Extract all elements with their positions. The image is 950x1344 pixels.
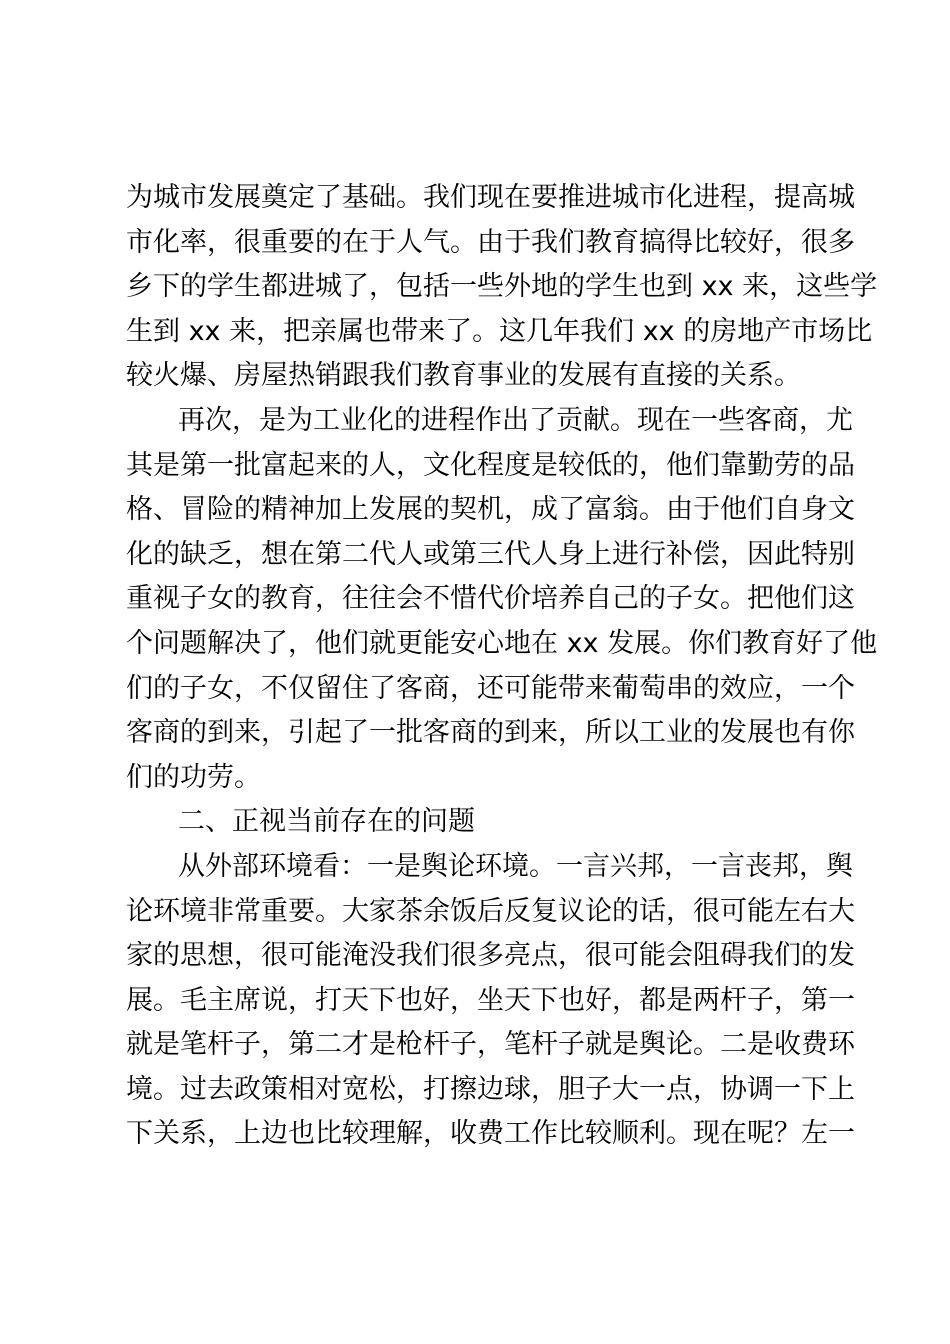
text-line: 们的子女，不仅留住了客商，还可能带来葡萄串的效应，一个 [126,672,855,704]
section-heading [126,800,832,845]
text-line: 下关系，上边也比较理解，收费工作比较顺利。现在呢？左一 [126,1118,855,1150]
paragraph-city-development [126,176,878,399]
text-line: 家的思想，很可能淹没我们很多亮点，很可能会阻碍我们的发 [126,940,855,972]
text-line: 展。毛主席说，打天下也好，坐天下也好，都是两杆子，第一 [126,984,855,1016]
section-heading-text: 二、正视当前存在的问题 [178,806,475,838]
text-line: 生到 xx 来，把亲属也带来了。这几年我们 xx 的房地产市场比 [126,315,873,347]
text-line: 从外部环境看：一是舆论环境。一言兴邦，一言丧邦，舆 [178,850,853,882]
text-line: 较火爆、房屋热销跟我们教育事业的发展有直接的关系。 [126,360,801,392]
text-line: 其是第一批富起来的人，文化程度是较低的，他们靠勤劳的品 [126,449,855,481]
text-line: 重视子女的教育，往往会不惜代价培养自己的子女。把他们这 [126,583,855,615]
text-line: 市化率，很重要的在于人气。由于我们教育搞得比较好，很多 [126,226,855,258]
text-line: 格、冒险的精神加上发展的契机，成了富翁。由于他们自身文 [126,494,855,526]
text-line: 论环境非常重要。大家茶余饭后反复议论的话，很可能左右大 [126,895,855,927]
paragraph-external-environment [126,845,855,1157]
text-line: 境。过去政策相对宽松，打擦边球，胆子大一点，协调一下上 [126,1073,855,1105]
text-line: 化的缺乏，想在第二代人或第三代人身上进行补偿，因此特别 [126,538,855,570]
text-line: 乡下的学生都进城了，包括一些外地的学生也到 xx 来，这些学 [126,271,878,303]
text-line: 就是笔杆子，第二才是枪杆子，笔杆子就是舆论。二是收费环 [126,1029,855,1061]
text-line: 客商的到来，引起了一批客商的到来，所以工业的发展也有你 [126,717,855,749]
paragraph-industrialization [126,399,878,800]
text-line: 为城市发展奠定了基础。我们现在要推进城市化进程，提高城 [126,182,855,213]
text-line: 再次，是为工业化的进程作出了贡献。现在一些客商，尤 [178,404,853,436]
document-body [126,176,878,1157]
text-line: 个问题解决了，他们就更能安心地在 xx 发展。你们教育好了他 [126,627,878,659]
text-line: 们的功劳。 [126,761,261,793]
